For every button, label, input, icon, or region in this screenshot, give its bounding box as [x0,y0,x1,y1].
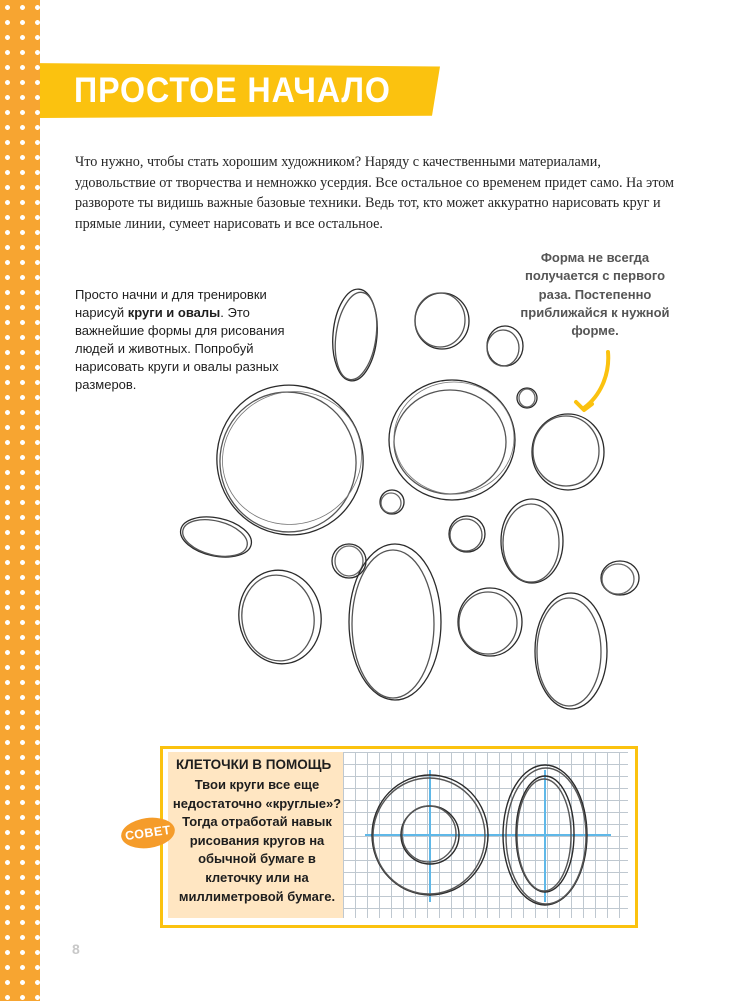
sketch-oval-flat-left [177,511,255,563]
grid-paper-illustration [343,752,628,918]
sketch-circle-tiny-top [517,388,537,408]
sketch-oval-tall-right [535,593,607,709]
sketch-oval-top-medium [415,293,469,349]
note-left-part2: . Это важнейшие формы для рисования людей и животных. Попробуй нарисовать круги и овалы разных размеров. [75,305,285,392]
sketch-circle-large-center [389,380,515,500]
sketch-circle-small-left [332,544,366,578]
sketch-oval-mid-center [349,544,441,700]
page-number: 8 [72,941,80,957]
sketch-oval-top-small [487,326,523,366]
sketch-circle-right [532,414,604,490]
sketch-circle-small-center [380,490,404,514]
note-left-part1: Просто начни и для тренировки нарисуй [75,287,267,320]
sketch-oval-right-mid [501,499,563,583]
sketch-circle-far-right [601,561,639,595]
tip-badge: СОВЕТ [119,814,177,851]
sketch-circle-small-mid [449,516,485,552]
page-title: ПРОСТОЕ НАЧАЛО [74,71,391,110]
note-left-bold: круги и овалы [127,305,221,320]
sketch-oval-mid-left [231,564,328,671]
right-instruction-note: Форма не всегда получается с первого раза. Постепенно приближайся к нужной форме. [520,250,670,339]
tip-text: Твои круги все еще недостаточно «круглые»? Тогда отработай навык рисования кругов на обычной бумаге в клеточку или на миллиметровой бумаге. [172,777,342,904]
yellow-arrow-icon [584,352,608,408]
intro-paragraph: Что нужно, чтобы стать хорошим художником? Наряду с качественными материалами, удовольствие от творчества и немножко усердия. Все остальное со временем придет само. На этом развороте ты видишь важные базовые техники. Ведь тот, кто может аккуратно нарисовать круг и прямые линии, сумеет нарисовать и все остальное. [75,154,675,232]
tip-title: КЛЕТОЧКИ В ПОМОЩЬ [176,757,332,772]
sketch-circle-mid [458,588,522,656]
sketch-oval-tall-top [329,287,382,382]
